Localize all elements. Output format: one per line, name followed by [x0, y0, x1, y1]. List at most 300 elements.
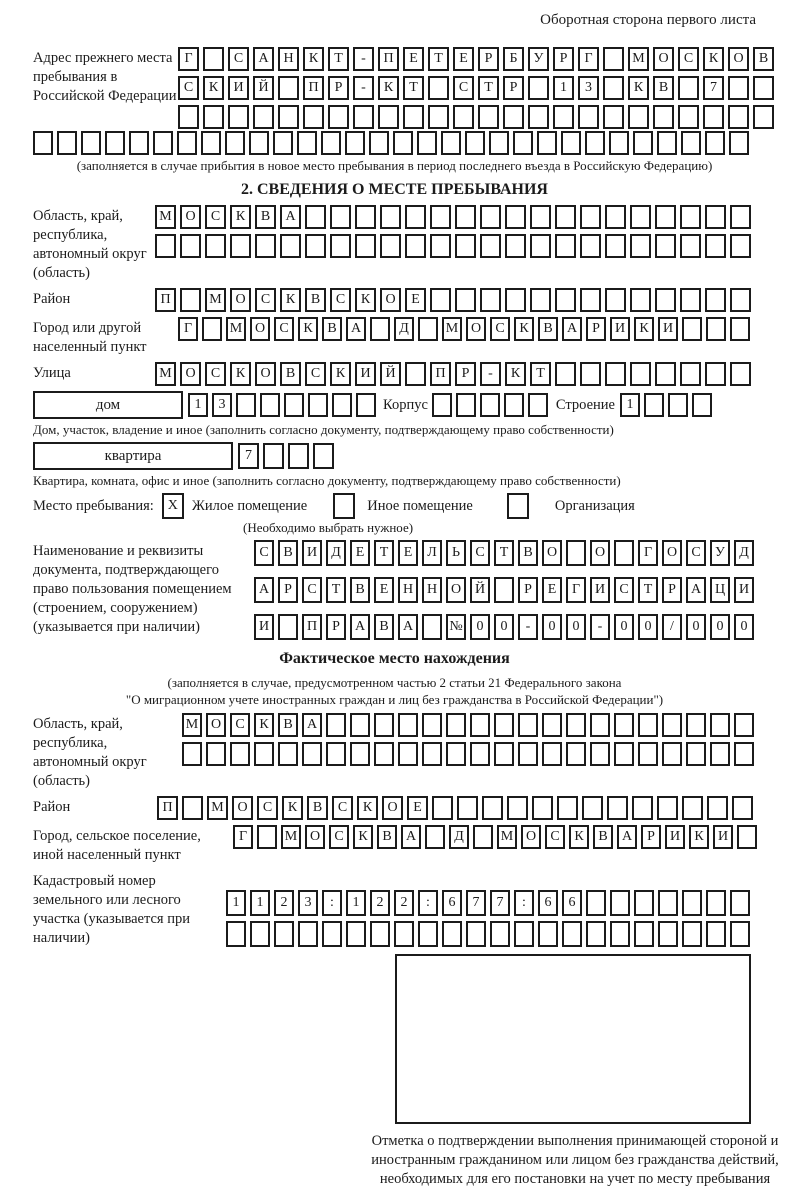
char-cell[interactable] — [177, 131, 197, 155]
char-cell[interactable] — [378, 105, 399, 129]
char-cell[interactable]: К — [355, 288, 376, 312]
char-cell[interactable] — [555, 288, 576, 312]
char-cell[interactable] — [473, 825, 493, 849]
char-cell[interactable]: М — [628, 47, 649, 71]
char-cell[interactable]: С — [329, 825, 349, 849]
char-cell[interactable]: Р — [586, 317, 606, 341]
char-cell[interactable]: В — [753, 47, 774, 71]
char-cell[interactable] — [518, 742, 538, 766]
char-cell[interactable] — [345, 131, 365, 155]
char-cell[interactable] — [686, 713, 706, 737]
char-cell[interactable]: № — [446, 614, 466, 640]
char-cell[interactable] — [662, 713, 682, 737]
char-cell[interactable] — [457, 796, 478, 820]
char-cell[interactable] — [705, 131, 725, 155]
char-cell[interactable] — [734, 713, 754, 737]
char-cell[interactable]: 1 — [553, 76, 574, 100]
char-cell[interactable] — [330, 205, 351, 229]
char-cell[interactable] — [678, 76, 699, 100]
char-cell[interactable] — [465, 131, 485, 155]
char-cell[interactable]: 0 — [566, 614, 586, 640]
char-cell[interactable] — [730, 205, 751, 229]
char-cell[interactable]: В — [653, 76, 674, 100]
char-cell[interactable] — [490, 921, 510, 947]
char-cell[interactable]: О — [180, 362, 201, 386]
char-cell[interactable] — [370, 921, 390, 947]
char-cell[interactable]: - — [353, 76, 374, 100]
char-cell[interactable]: В — [322, 317, 342, 341]
char-cell[interactable] — [230, 234, 251, 258]
char-cell[interactable]: И — [658, 317, 678, 341]
char-cell[interactable] — [308, 393, 328, 417]
char-cell[interactable]: О — [446, 577, 466, 603]
char-cell[interactable] — [678, 105, 699, 129]
char-cell[interactable] — [321, 131, 341, 155]
checkbox-zhiloe-pomeshchenie[interactable]: X — [162, 493, 184, 519]
char-cell[interactable] — [706, 921, 726, 947]
char-cell[interactable] — [514, 921, 534, 947]
char-cell[interactable] — [630, 234, 651, 258]
char-cell[interactable]: 0 — [686, 614, 706, 640]
char-cell[interactable]: Д — [326, 540, 346, 566]
char-cell[interactable]: М — [207, 796, 228, 820]
char-cell[interactable]: Р — [503, 76, 524, 100]
char-cell[interactable] — [455, 288, 476, 312]
char-cell[interactable] — [489, 131, 509, 155]
char-cell[interactable] — [355, 205, 376, 229]
char-cell[interactable] — [630, 288, 651, 312]
char-cell[interactable] — [288, 443, 309, 469]
char-cell[interactable] — [586, 921, 606, 947]
char-cell[interactable]: В — [518, 540, 538, 566]
char-cell[interactable] — [446, 713, 466, 737]
char-cell[interactable] — [737, 825, 757, 849]
char-cell[interactable]: 0 — [470, 614, 490, 640]
char-cell[interactable] — [356, 393, 376, 417]
char-cell[interactable] — [705, 234, 726, 258]
char-cell[interactable] — [380, 205, 401, 229]
char-cell[interactable] — [532, 796, 553, 820]
char-cell[interactable] — [105, 131, 125, 155]
char-cell[interactable] — [425, 825, 445, 849]
char-cell[interactable] — [182, 796, 203, 820]
char-cell[interactable] — [494, 577, 514, 603]
char-cell[interactable]: Й — [253, 76, 274, 100]
char-cell[interactable]: М — [155, 205, 176, 229]
char-cell[interactable] — [513, 131, 533, 155]
char-cell[interactable] — [350, 742, 370, 766]
char-cell[interactable] — [630, 362, 651, 386]
char-cell[interactable]: К — [628, 76, 649, 100]
char-cell[interactable]: О — [728, 47, 749, 71]
char-cell[interactable] — [503, 105, 524, 129]
char-cell[interactable] — [633, 131, 653, 155]
char-cell[interactable] — [610, 890, 630, 916]
char-cell[interactable]: О — [180, 205, 201, 229]
char-cell[interactable] — [730, 288, 751, 312]
char-cell[interactable]: 2 — [274, 890, 294, 916]
char-cell[interactable] — [403, 105, 424, 129]
char-cell[interactable]: А — [686, 577, 706, 603]
char-cell[interactable] — [644, 393, 664, 417]
char-cell[interactable]: Й — [470, 577, 490, 603]
char-cell[interactable] — [753, 76, 774, 100]
char-cell[interactable]: С — [490, 317, 510, 341]
char-cell[interactable] — [605, 362, 626, 386]
char-cell[interactable]: В — [350, 577, 370, 603]
char-cell[interactable]: К — [703, 47, 724, 71]
char-cell[interactable] — [528, 393, 548, 417]
char-cell[interactable] — [657, 796, 678, 820]
char-cell[interactable]: О — [653, 47, 674, 71]
char-cell[interactable]: А — [280, 205, 301, 229]
char-cell[interactable] — [530, 288, 551, 312]
char-cell[interactable] — [456, 393, 476, 417]
char-cell[interactable]: О — [232, 796, 253, 820]
char-cell[interactable] — [326, 742, 346, 766]
char-cell[interactable]: С — [228, 47, 249, 71]
char-cell[interactable] — [418, 921, 438, 947]
char-cell[interactable]: Г — [178, 47, 199, 71]
char-cell[interactable] — [33, 131, 53, 155]
char-cell[interactable] — [610, 921, 630, 947]
char-cell[interactable]: 0 — [614, 614, 634, 640]
char-cell[interactable] — [728, 105, 749, 129]
char-cell[interactable]: А — [346, 317, 366, 341]
char-cell[interactable]: В — [278, 713, 298, 737]
char-cell[interactable]: С — [230, 713, 250, 737]
char-cell[interactable] — [706, 317, 726, 341]
char-cell[interactable] — [313, 443, 334, 469]
char-cell[interactable]: 1 — [250, 890, 270, 916]
char-cell[interactable] — [504, 393, 524, 417]
char-cell[interactable]: О — [250, 317, 270, 341]
char-cell[interactable] — [330, 234, 351, 258]
char-cell[interactable] — [260, 393, 280, 417]
char-cell[interactable]: 0 — [494, 614, 514, 640]
char-cell[interactable] — [537, 131, 557, 155]
char-cell[interactable] — [398, 742, 418, 766]
char-cell[interactable] — [202, 317, 222, 341]
char-cell[interactable] — [505, 234, 526, 258]
char-cell[interactable] — [638, 742, 658, 766]
char-cell[interactable] — [710, 742, 730, 766]
char-cell[interactable]: С — [545, 825, 565, 849]
char-cell[interactable] — [455, 205, 476, 229]
char-cell[interactable] — [278, 105, 299, 129]
char-cell[interactable] — [494, 742, 514, 766]
char-cell[interactable]: 0 — [710, 614, 730, 640]
char-cell[interactable] — [705, 205, 726, 229]
char-cell[interactable]: В — [305, 288, 326, 312]
char-cell[interactable]: А — [617, 825, 637, 849]
char-cell[interactable]: И — [254, 614, 274, 640]
char-cell[interactable]: А — [401, 825, 421, 849]
char-cell[interactable]: И — [355, 362, 376, 386]
char-cell[interactable] — [480, 393, 500, 417]
char-cell[interactable]: Т — [403, 76, 424, 100]
char-cell[interactable]: Т — [638, 577, 658, 603]
char-cell[interactable]: П — [378, 47, 399, 71]
char-cell[interactable]: Е — [403, 47, 424, 71]
char-cell[interactable] — [81, 131, 101, 155]
char-cell[interactable] — [542, 742, 562, 766]
char-cell[interactable]: Е — [453, 47, 474, 71]
char-cell[interactable] — [432, 796, 453, 820]
char-cell[interactable]: В — [374, 614, 394, 640]
char-cell[interactable]: В — [538, 317, 558, 341]
char-cell[interactable] — [730, 921, 750, 947]
char-cell[interactable] — [729, 131, 749, 155]
char-cell[interactable]: М — [281, 825, 301, 849]
char-cell[interactable]: 2 — [370, 890, 390, 916]
char-cell[interactable]: 7 — [490, 890, 510, 916]
char-cell[interactable]: О — [521, 825, 541, 849]
char-cell[interactable]: А — [562, 317, 582, 341]
char-cell[interactable] — [446, 742, 466, 766]
char-cell[interactable] — [405, 205, 426, 229]
char-cell[interactable] — [578, 105, 599, 129]
char-cell[interactable] — [680, 288, 701, 312]
char-cell[interactable] — [555, 205, 576, 229]
char-cell[interactable] — [494, 713, 514, 737]
char-cell[interactable]: М — [442, 317, 462, 341]
char-cell[interactable] — [710, 713, 730, 737]
char-cell[interactable]: И — [610, 317, 630, 341]
char-cell[interactable]: К — [282, 796, 303, 820]
char-cell[interactable] — [278, 614, 298, 640]
char-cell[interactable]: Е — [405, 288, 426, 312]
char-cell[interactable]: - — [518, 614, 538, 640]
char-cell[interactable] — [432, 393, 452, 417]
char-cell[interactable] — [705, 362, 726, 386]
char-cell[interactable] — [422, 614, 442, 640]
char-cell[interactable] — [507, 796, 528, 820]
char-cell[interactable]: Н — [278, 47, 299, 71]
char-cell[interactable] — [255, 234, 276, 258]
char-cell[interactable] — [453, 105, 474, 129]
char-cell[interactable] — [178, 105, 199, 129]
char-cell[interactable] — [226, 921, 246, 947]
char-cell[interactable]: Р — [328, 76, 349, 100]
char-cell[interactable]: М — [497, 825, 517, 849]
char-cell[interactable] — [590, 742, 610, 766]
char-cell[interactable]: Т — [328, 47, 349, 71]
char-cell[interactable] — [455, 234, 476, 258]
char-cell[interactable]: С — [205, 362, 226, 386]
char-cell[interactable] — [542, 713, 562, 737]
char-cell[interactable] — [518, 713, 538, 737]
char-cell[interactable]: 7 — [466, 890, 486, 916]
char-cell[interactable]: В — [280, 362, 301, 386]
char-cell[interactable] — [590, 713, 610, 737]
char-cell[interactable] — [257, 825, 277, 849]
char-cell[interactable] — [730, 317, 750, 341]
char-cell[interactable] — [201, 131, 221, 155]
char-cell[interactable] — [280, 234, 301, 258]
char-cell[interactable]: А — [398, 614, 418, 640]
char-cell[interactable]: Ь — [446, 540, 466, 566]
char-cell[interactable] — [682, 796, 703, 820]
char-cell[interactable]: М — [155, 362, 176, 386]
char-cell[interactable]: Р — [278, 577, 298, 603]
char-cell[interactable] — [609, 131, 629, 155]
char-cell[interactable] — [566, 540, 586, 566]
char-cell[interactable]: И — [302, 540, 322, 566]
char-cell[interactable] — [580, 362, 601, 386]
char-cell[interactable] — [417, 131, 437, 155]
char-cell[interactable] — [228, 105, 249, 129]
char-cell[interactable] — [182, 742, 202, 766]
char-cell[interactable] — [393, 131, 413, 155]
char-cell[interactable] — [374, 713, 394, 737]
char-cell[interactable]: А — [253, 47, 274, 71]
char-cell[interactable] — [528, 105, 549, 129]
char-cell[interactable] — [303, 105, 324, 129]
char-cell[interactable] — [566, 713, 586, 737]
checkbox-organizatsiya[interactable] — [507, 493, 529, 519]
char-cell[interactable]: Р — [641, 825, 661, 849]
char-cell[interactable] — [353, 105, 374, 129]
char-cell[interactable] — [628, 105, 649, 129]
char-cell[interactable]: О — [466, 317, 486, 341]
char-cell[interactable] — [180, 234, 201, 258]
char-cell[interactable] — [273, 131, 293, 155]
char-cell[interactable] — [562, 921, 582, 947]
char-cell[interactable] — [614, 540, 634, 566]
char-cell[interactable] — [374, 742, 394, 766]
char-cell[interactable]: И — [590, 577, 610, 603]
char-cell[interactable] — [236, 393, 256, 417]
char-cell[interactable]: К — [569, 825, 589, 849]
char-cell[interactable]: С — [274, 317, 294, 341]
char-cell[interactable] — [706, 890, 726, 916]
checkbox-inoe-pomeshchenie[interactable] — [333, 493, 355, 519]
char-cell[interactable] — [692, 393, 712, 417]
char-cell[interactable]: 1 — [188, 393, 208, 417]
char-cell[interactable] — [734, 742, 754, 766]
char-cell[interactable]: С — [305, 362, 326, 386]
char-cell[interactable] — [634, 921, 654, 947]
char-cell[interactable] — [350, 713, 370, 737]
char-cell[interactable]: К — [203, 76, 224, 100]
char-cell[interactable] — [707, 796, 728, 820]
char-cell[interactable] — [328, 105, 349, 129]
char-cell[interactable] — [630, 205, 651, 229]
char-cell[interactable]: 1 — [346, 890, 366, 916]
char-cell[interactable] — [585, 131, 605, 155]
char-cell[interactable] — [638, 713, 658, 737]
char-cell[interactable]: И — [713, 825, 733, 849]
char-cell[interactable]: Т — [530, 362, 551, 386]
char-cell[interactable] — [430, 288, 451, 312]
char-cell[interactable]: 3 — [298, 890, 318, 916]
char-cell[interactable] — [254, 742, 274, 766]
char-cell[interactable] — [250, 921, 270, 947]
char-cell[interactable] — [614, 742, 634, 766]
char-cell[interactable]: К — [689, 825, 709, 849]
char-cell[interactable] — [530, 234, 551, 258]
char-cell[interactable]: - — [590, 614, 610, 640]
char-cell[interactable] — [655, 205, 676, 229]
char-cell[interactable]: Д — [449, 825, 469, 849]
char-cell[interactable]: Н — [422, 577, 442, 603]
char-cell[interactable]: Г — [638, 540, 658, 566]
char-cell[interactable]: Д — [734, 540, 754, 566]
char-cell[interactable] — [370, 317, 390, 341]
char-cell[interactable]: М — [226, 317, 246, 341]
char-cell[interactable] — [422, 742, 442, 766]
char-cell[interactable]: : — [322, 890, 342, 916]
char-cell[interactable] — [730, 362, 751, 386]
char-cell[interactable]: А — [350, 614, 370, 640]
char-cell[interactable]: Р — [478, 47, 499, 71]
char-cell[interactable] — [528, 76, 549, 100]
char-cell[interactable] — [668, 393, 688, 417]
char-cell[interactable]: : — [514, 890, 534, 916]
char-cell[interactable] — [298, 921, 318, 947]
char-cell[interactable]: 6 — [562, 890, 582, 916]
char-cell[interactable] — [555, 234, 576, 258]
char-cell[interactable] — [482, 796, 503, 820]
char-cell[interactable] — [657, 131, 677, 155]
char-cell[interactable]: О — [590, 540, 610, 566]
char-cell[interactable]: Г — [233, 825, 253, 849]
char-cell[interactable]: Е — [542, 577, 562, 603]
char-cell[interactable]: О — [382, 796, 403, 820]
char-cell[interactable] — [505, 205, 526, 229]
char-cell[interactable] — [394, 921, 414, 947]
char-cell[interactable]: : — [418, 890, 438, 916]
char-cell[interactable] — [662, 742, 682, 766]
char-cell[interactable]: К — [330, 362, 351, 386]
char-cell[interactable]: И — [228, 76, 249, 100]
char-cell[interactable]: К — [230, 362, 251, 386]
char-cell[interactable] — [470, 742, 490, 766]
char-cell[interactable] — [703, 105, 724, 129]
char-cell[interactable] — [470, 713, 490, 737]
char-cell[interactable]: Ц — [710, 577, 730, 603]
char-cell[interactable] — [205, 234, 226, 258]
char-cell[interactable]: У — [710, 540, 730, 566]
char-cell[interactable] — [278, 742, 298, 766]
char-cell[interactable] — [605, 288, 626, 312]
char-cell[interactable] — [322, 921, 342, 947]
char-cell[interactable]: О — [662, 540, 682, 566]
char-cell[interactable] — [129, 131, 149, 155]
char-cell[interactable] — [582, 796, 603, 820]
char-cell[interactable]: Т — [494, 540, 514, 566]
char-cell[interactable]: Е — [407, 796, 428, 820]
char-cell[interactable] — [253, 105, 274, 129]
char-cell[interactable]: 6 — [538, 890, 558, 916]
char-cell[interactable]: А — [254, 577, 274, 603]
char-cell[interactable]: С — [302, 577, 322, 603]
char-cell[interactable]: В — [593, 825, 613, 849]
char-cell[interactable]: М — [182, 713, 202, 737]
char-cell[interactable] — [326, 713, 346, 737]
char-cell[interactable]: И — [734, 577, 754, 603]
char-cell[interactable]: С — [205, 205, 226, 229]
char-cell[interactable] — [682, 921, 702, 947]
char-cell[interactable] — [555, 362, 576, 386]
char-cell[interactable] — [603, 47, 624, 71]
char-cell[interactable] — [263, 443, 284, 469]
char-cell[interactable]: О — [305, 825, 325, 849]
char-cell[interactable]: У — [528, 47, 549, 71]
char-cell[interactable]: К — [353, 825, 373, 849]
char-cell[interactable] — [230, 742, 250, 766]
